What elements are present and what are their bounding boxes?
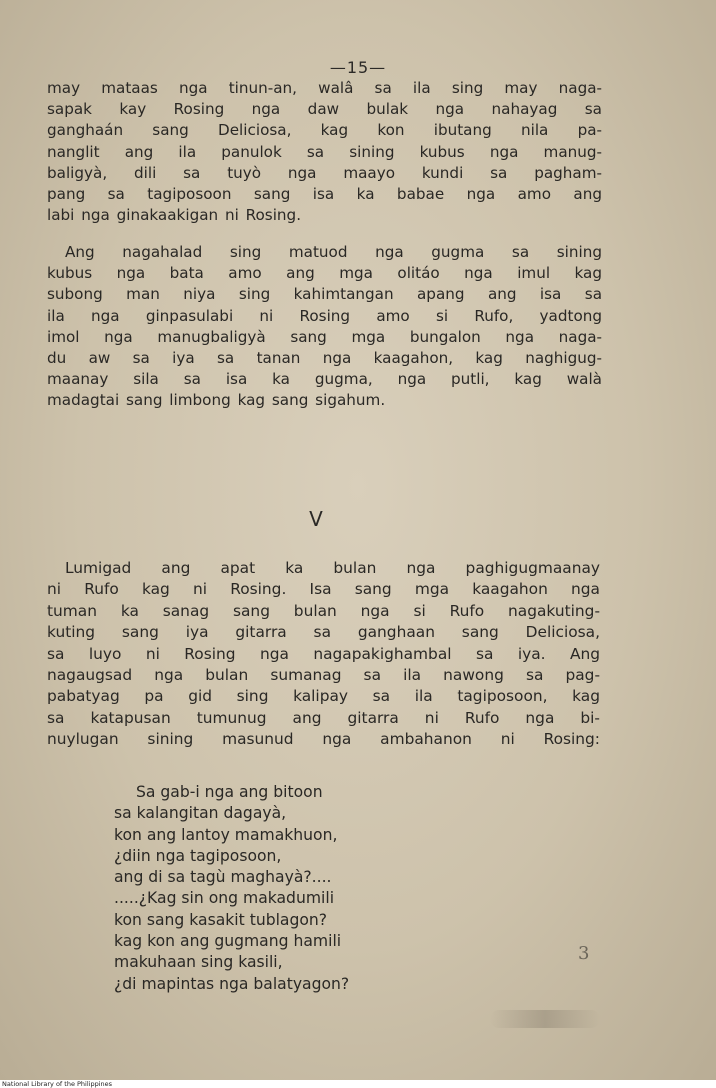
poem-stanza [114,782,349,995]
paragraph-line: labi nga ginakaakigan ni Rosing. [47,206,302,225]
paragraph-line: nanglit ang ila panulok sa sining kubus nga manug- [47,142,602,161]
paragraph-line: pabatyag pa gid sing kalipay sa ila tagiposoon, kag [47,687,600,706]
page-number: —15— [329,58,387,77]
paragraph-line: du aw sa iya sa tanan nga kaagahon, kag naghigug- [47,349,602,368]
paragraph-line: sapak kay Rosing nga daw bulak nga nahayag sa [47,100,602,119]
poem-line: makuhaan sing kasili, [114,953,283,972]
paragraph-line: nuylugan sining masunud nga ambahanon ni Rosing: [47,730,600,749]
poem-line: sa kalangitan dagayà, [114,804,287,823]
poem-line: kon sang kasakit tublagon? [114,910,328,929]
poem-line: Sa gab-i nga ang bitoon [136,783,323,801]
paragraph-line: ni Rufo kag ni Rosing. Isa sang mga kaagahon nga [47,580,600,599]
poem-line: kag kon ang gugmang hamili [114,932,342,951]
poem-line: ang di sa tagù maghayà?.... [114,868,332,887]
poem-line: .....¿Kag sin ong makadumili [114,889,335,908]
library-footer: National Library of the Philippines [2,1080,113,1088]
poem-line: kon ang lantoy mamakhuon, [114,825,338,844]
chapter-heading: V [309,507,323,531]
paragraph-line: subong man niya sing kahimtangan apang ang isa sa [47,285,602,304]
paragraph-line: ila nga ginpasulabi ni Rosing amo si Rufo, yadtong [47,306,602,325]
paragraph-line: Lumigad ang apat ka bulan nga paghigugmaanay [65,559,600,577]
paragraph-line: kubus nga bata amo ang mga olitáo nga imul kag [47,264,602,283]
paragraph-line: nagaugsad nga bulan sumanag sa ila nawong sa pag- [47,666,600,685]
paragraph-line: baligyà, dili sa tuyò nga maayo kundi sa pagham- [47,163,602,182]
paragraph-3 [47,558,600,751]
paragraph-line: maanay sila sa isa ka gugma, nga putli, kag walà [47,370,602,389]
paragraph-line: may mataas nga tinun-an, walâ sa ila sing may naga- [47,79,602,97]
paragraph-line: kuting sang iya gitarra sa ganghaan sang Deliciosa, [47,623,600,642]
paragraph-line: pang sa tagiposoon sang isa ka babae nga amo ang [47,185,602,204]
paragraph-1 [47,78,602,226]
paragraph-line: sa luyo ni Rosing nga nagapakighambal sa iya. Ang [47,644,600,663]
margin-mark: 3 [578,943,590,964]
paragraph-2 [47,242,602,412]
paragraph-line: sa katapusan tumunug ang gitarra ni Rufo nga bi- [47,708,600,727]
paragraph-line: imol nga manugbaligyà sang mga bungalon nga naga- [47,327,602,346]
poem-line: ¿di mapintas nga balatyagon? [114,974,350,993]
poem-line: ¿diin nga tagiposoon, [114,846,282,865]
ink-smudge [490,1010,600,1028]
paragraph-line: Ang nagahalad sing matuod nga gugma sa sining [65,243,602,261]
paragraph-line: tuman ka sanag sang bulan nga si Rufo nagakuting- [47,601,600,620]
paragraph-line: ganghaán sang Deliciosa, kag kon ibutang nila pa- [47,121,602,140]
paragraph-line: madagtai sang limbong kag sang sigahum. [47,391,386,410]
